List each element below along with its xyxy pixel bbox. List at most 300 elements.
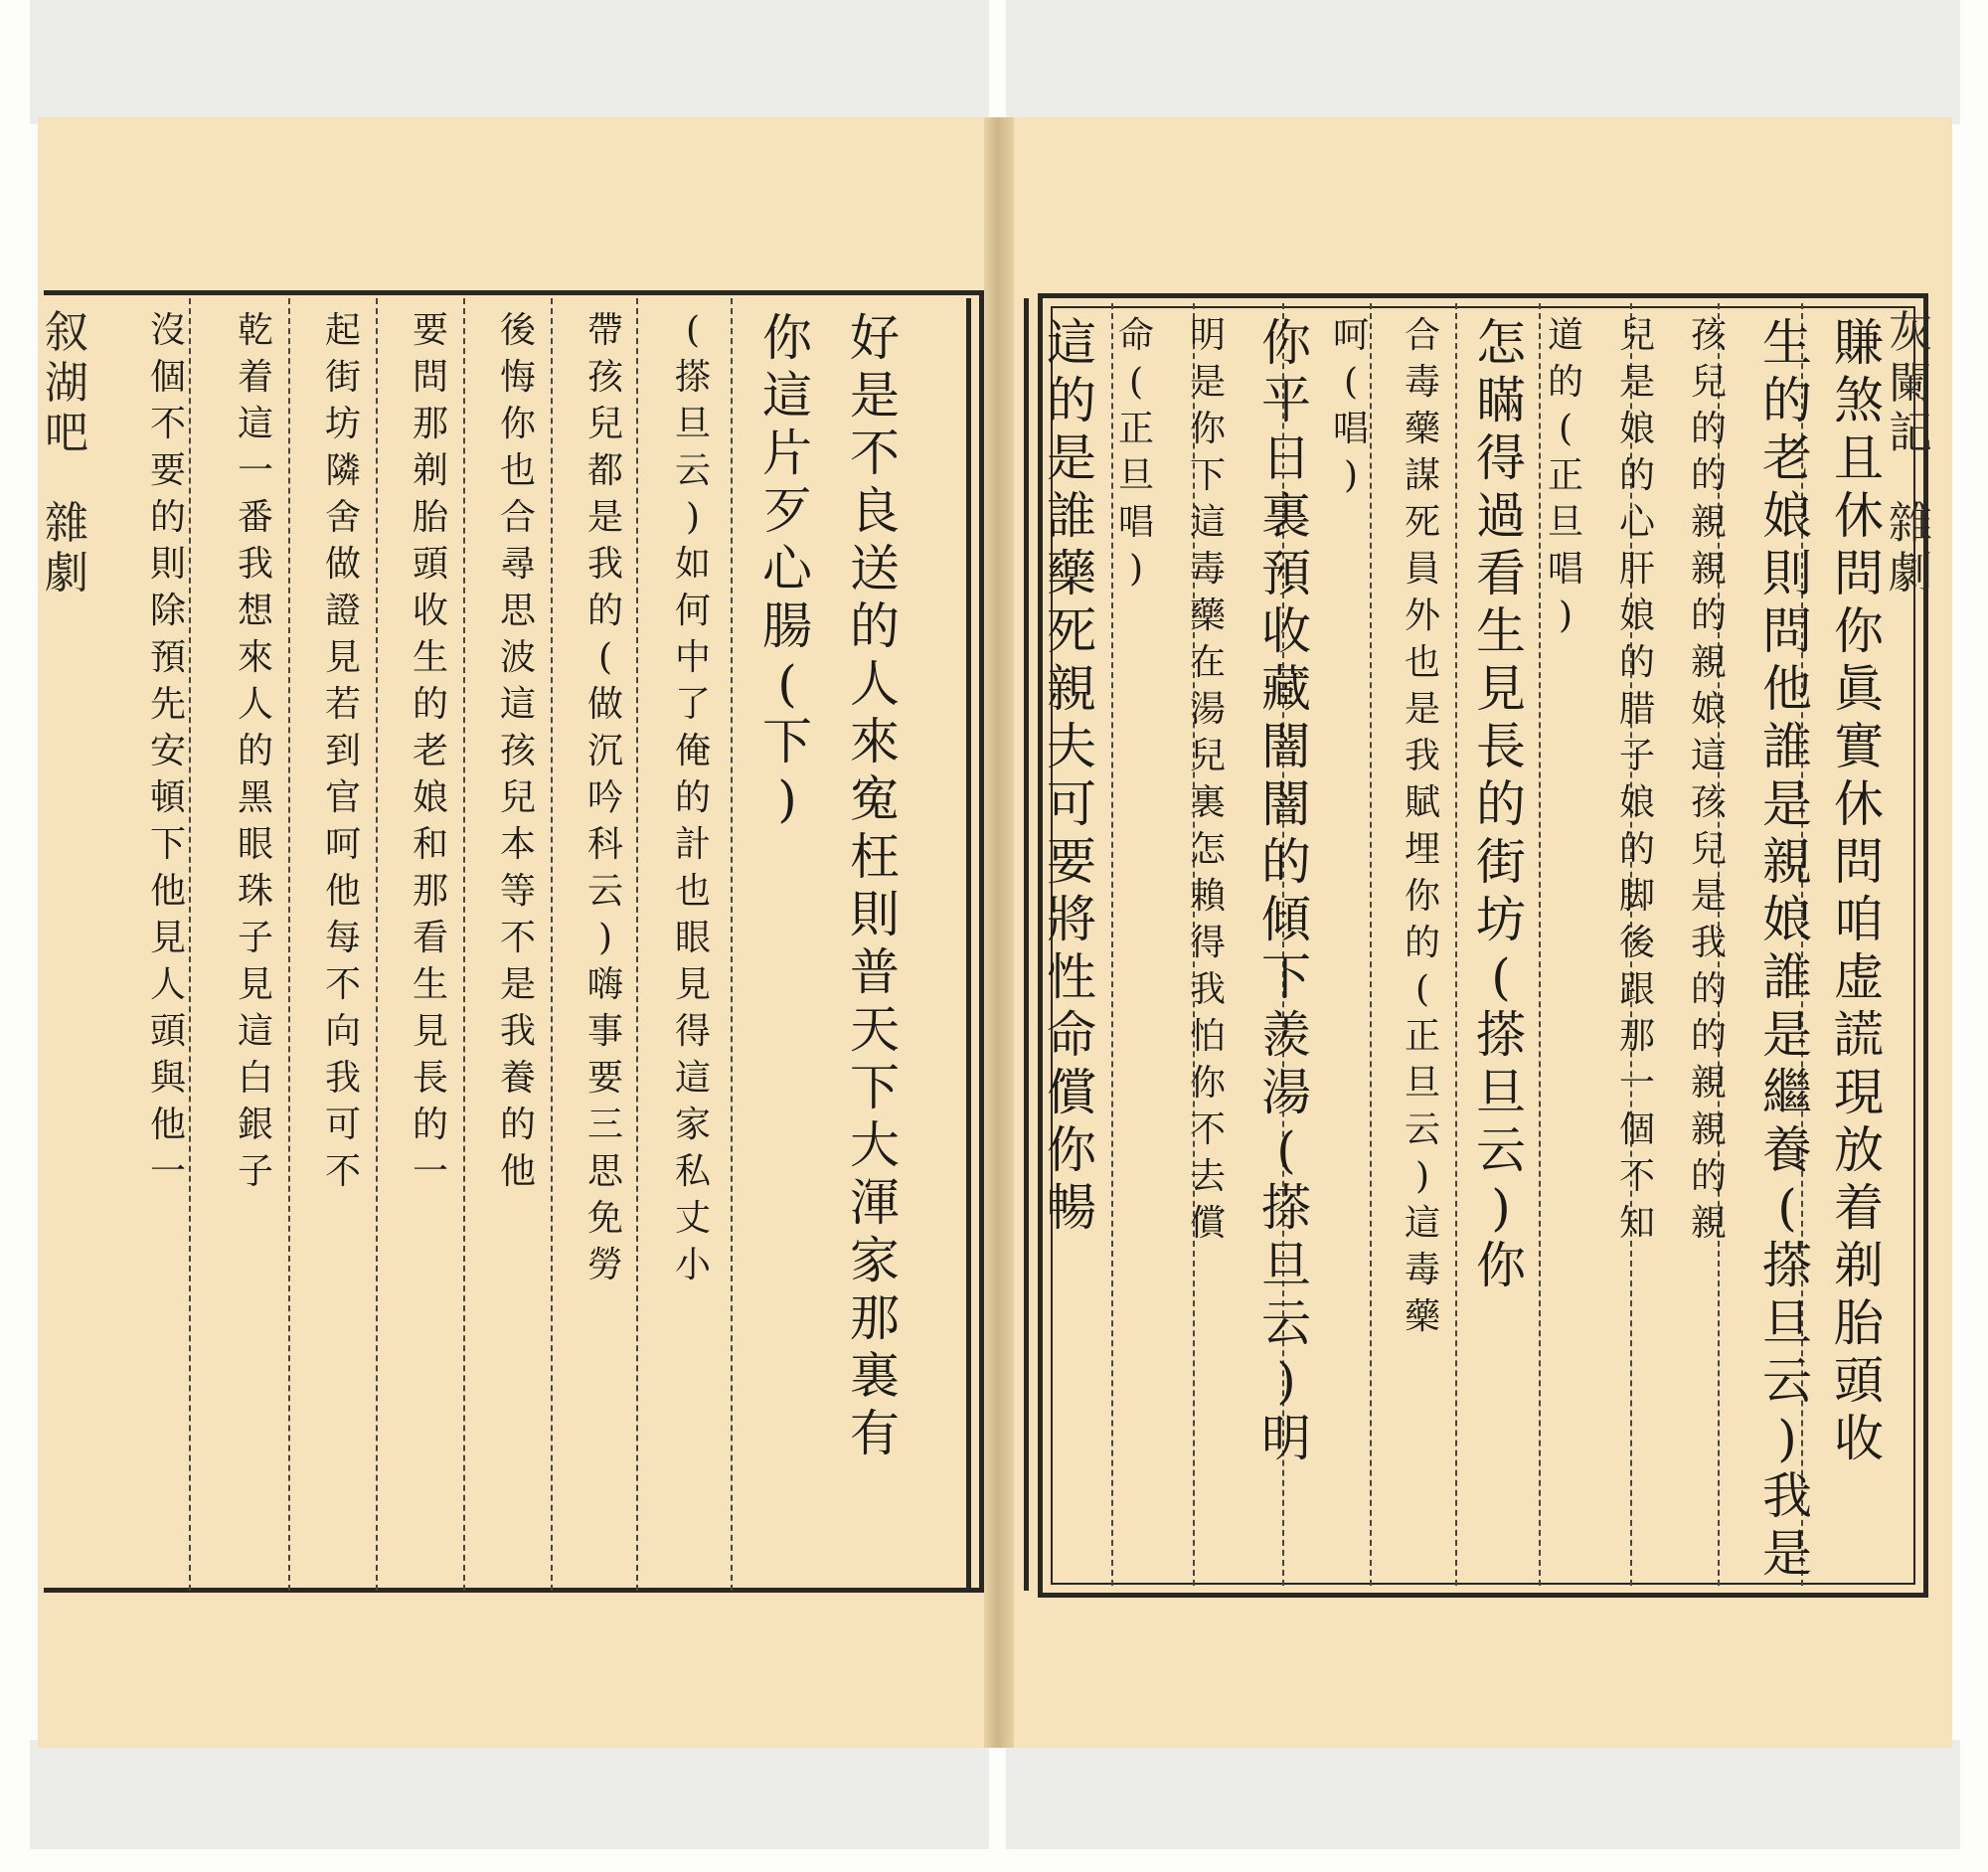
glyph: 你 (1404, 876, 1440, 917)
glyph: 兒 (1618, 315, 1655, 356)
glyph: 是 (850, 367, 900, 425)
glyph: 事 (586, 1011, 623, 1052)
left-column (320, 310, 366, 1201)
glyph: 我 (499, 1011, 536, 1052)
glyph: 白 (237, 1058, 273, 1099)
glyph: 的 (237, 731, 273, 771)
glyph: 思 (499, 591, 536, 631)
glyph: 現 (1834, 1064, 1884, 1121)
glyph: 他 (324, 871, 361, 912)
glyph: 人 (850, 655, 900, 713)
glyph: 性 (1047, 948, 1096, 1006)
glyph: 長 (412, 1058, 448, 1099)
glyph: 坊 (1476, 891, 1526, 948)
glyph: 後 (1618, 923, 1655, 963)
glyph: 普 (850, 943, 900, 1001)
glyph: 的 (1690, 409, 1727, 449)
glyph: 旦 (1117, 455, 1154, 496)
glyph: 生 (1476, 602, 1526, 660)
glyph: 一 (412, 1151, 448, 1192)
glyph: 如 (674, 544, 711, 585)
glyph: 心 (1618, 502, 1655, 543)
glyph: 娘 (1690, 689, 1727, 730)
glyph: 湯 (1189, 689, 1226, 730)
glyph: 的 (586, 591, 623, 631)
glyph: 云 (1476, 1121, 1526, 1179)
glyph: 證 (324, 591, 361, 631)
glyph: 見 (674, 964, 711, 1005)
glyph: 則 (1762, 545, 1812, 602)
glyph: 呵 (324, 824, 361, 865)
glyph: 到 (324, 731, 361, 771)
glyph: 你 (1476, 1237, 1526, 1294)
glyph: 謊 (1834, 1006, 1884, 1064)
column-rule (288, 298, 290, 1591)
glyph: 正 (1547, 455, 1583, 496)
glyph: 你 (499, 404, 536, 444)
glyph: 虚 (1834, 948, 1884, 1006)
glyph: 不 (850, 425, 900, 482)
glyph: 親 (1690, 1203, 1727, 1244)
glyph: 云 (1762, 1352, 1812, 1410)
glyph: 可 (1047, 775, 1096, 833)
glyph: 兒 (1690, 829, 1727, 870)
glyph: 親 (1690, 1063, 1727, 1104)
glyph: 他 (149, 871, 186, 912)
right-page-top-edge (1006, 0, 1960, 124)
glyph: 收 (412, 591, 448, 631)
right-column (1543, 315, 1588, 645)
glyph: 孩 (586, 357, 623, 398)
glyph: 得 (1476, 429, 1526, 487)
glyph: 誰 (1762, 948, 1812, 1006)
glyph: 親 (1047, 660, 1096, 718)
glyph: 眼 (674, 918, 711, 958)
left-column (582, 310, 628, 1294)
glyph: 小 (674, 1245, 711, 1285)
right-column (1829, 314, 1889, 1471)
glyph: 毒 (1189, 549, 1226, 590)
glyph: 胎 (1834, 1294, 1884, 1352)
glyph: 過 (1476, 487, 1526, 545)
right-column (1400, 315, 1445, 1346)
glyph: 想 (237, 591, 273, 631)
glyph: 見 (324, 637, 361, 678)
glyph: 也 (1404, 642, 1440, 683)
left-banxin-title: 叙 湖 吧 雜 劇 (45, 307, 88, 599)
glyph: ( (685, 310, 701, 351)
glyph: 是 (1762, 775, 1812, 833)
glyph: 我 (1404, 736, 1440, 776)
book-gutter (984, 117, 1014, 1748)
glyph: 悔 (499, 357, 536, 398)
glyph: 歹 (762, 482, 812, 540)
glyph: 親 (1762, 833, 1812, 891)
left-column (670, 310, 716, 1294)
glyph: 云 (1404, 1109, 1440, 1150)
glyph: 家 (674, 1105, 711, 1145)
glyph: 娘 (1618, 596, 1655, 636)
glyph: 見 (1476, 660, 1526, 718)
glyph: 藥 (1189, 596, 1226, 636)
glyph: 着 (1834, 1179, 1884, 1237)
glyph: 個 (1618, 1109, 1655, 1150)
left-column (845, 309, 905, 1466)
glyph: 藥 (1404, 409, 1440, 449)
glyph: ) (1128, 549, 1144, 590)
glyph: 誰 (1047, 487, 1096, 545)
glyph: 得 (1189, 923, 1226, 963)
right-column (1042, 314, 1101, 1241)
glyph: 頭 (1834, 1352, 1884, 1410)
banxin-fishtail-line (1024, 298, 1029, 1591)
glyph: 我 (324, 1058, 361, 1099)
glyph: 舍 (324, 497, 361, 538)
glyph: 的 (1618, 829, 1655, 870)
glyph: 向 (324, 1011, 361, 1052)
glyph: 這 (1189, 502, 1226, 543)
glyph: 日 (1261, 429, 1311, 487)
glyph: 的 (1690, 1156, 1727, 1197)
glyph: 個 (149, 357, 186, 398)
glyph: 來 (237, 637, 273, 678)
glyph: 嗨 (586, 964, 623, 1005)
glyph: 收 (1261, 602, 1311, 660)
glyph: 我 (237, 544, 273, 585)
glyph: 問 (1834, 833, 1884, 891)
glyph: 腊 (1618, 689, 1655, 730)
glyph: 他 (149, 1105, 186, 1145)
glyph: 子 (237, 918, 273, 958)
glyph: 這 (499, 684, 536, 725)
glyph: 珠 (237, 871, 273, 912)
glyph: 寃 (850, 770, 900, 828)
glyph: 毒 (1404, 1250, 1440, 1290)
glyph: 渾 (850, 1174, 900, 1232)
glyph: 這 (1404, 1203, 1440, 1244)
glyph: 合 (1404, 315, 1440, 356)
glyph: 要 (1047, 833, 1096, 891)
glyph: 養 (1762, 1121, 1812, 1179)
glyph: 是 (1189, 362, 1226, 403)
glyph: 裏 (1261, 487, 1311, 545)
glyph: ) (1777, 1410, 1797, 1467)
left-column (757, 309, 817, 832)
glyph: 去 (1189, 1156, 1226, 1197)
glyph: ) (1414, 1156, 1430, 1197)
glyph: 娘 (1618, 409, 1655, 449)
glyph: 你 (1834, 602, 1884, 660)
glyph: 賴 (1189, 876, 1226, 917)
glyph: 人 (149, 964, 186, 1005)
glyph: 我 (1762, 1467, 1812, 1525)
glyph: 的 (1618, 642, 1655, 683)
glyph: 尋 (499, 544, 536, 585)
glyph: 送 (850, 540, 900, 597)
glyph: 的 (1404, 923, 1440, 963)
glyph: 見 (237, 964, 273, 1005)
glyph: 暢 (1047, 1179, 1096, 1237)
glyph: 親 (1690, 642, 1727, 683)
glyph: 搽 (1762, 1237, 1812, 1294)
glyph: 來 (850, 713, 900, 770)
glyph: 夫 (1047, 718, 1096, 775)
glyph: 預 (149, 637, 186, 678)
glyph: 那 (412, 404, 448, 444)
glyph: 你 (1261, 314, 1311, 372)
glyph: 明 (1261, 1410, 1311, 1467)
left-column (495, 310, 541, 1201)
right-column (1185, 315, 1231, 1253)
glyph: 兒 (1690, 362, 1727, 403)
glyph: 波 (499, 637, 536, 678)
glyph: 孩 (499, 731, 536, 771)
glyph: 湯 (1261, 1064, 1311, 1121)
glyph: 起 (324, 310, 361, 351)
glyph: 心 (762, 540, 812, 597)
glyph: 生 (1762, 314, 1812, 372)
glyph: 云 (586, 871, 623, 912)
glyph: 也 (499, 450, 536, 491)
glyph: 旦 (1762, 1294, 1812, 1352)
glyph: 除 (149, 591, 186, 631)
glyph: 親 (1690, 549, 1727, 590)
glyph: 乾 (237, 310, 273, 351)
glyph: ) (1558, 596, 1574, 636)
glyph: 不 (1189, 1109, 1226, 1150)
glyph: 與 (149, 1058, 186, 1099)
glyph: 是 (586, 497, 623, 538)
glyph: 闇 (1261, 775, 1311, 833)
glyph: 的 (1618, 455, 1655, 496)
glyph: 的 (1690, 969, 1727, 1010)
glyph: 私 (674, 1151, 711, 1192)
glyph: 剃 (1834, 1237, 1884, 1294)
glyph: 本 (499, 824, 536, 865)
glyph: 問 (1762, 602, 1812, 660)
glyph: 將 (1047, 891, 1096, 948)
glyph: 思 (586, 1151, 623, 1192)
glyph: 頭 (149, 1011, 186, 1052)
glyph: 藥 (1047, 545, 1096, 602)
glyph: 的 (499, 1105, 536, 1145)
glyph: 片 (762, 425, 812, 482)
glyph: 旦 (674, 404, 711, 444)
glyph: 何 (674, 591, 711, 631)
glyph: 老 (1762, 429, 1812, 487)
column-rule (1455, 303, 1457, 1586)
glyph: ( (597, 637, 613, 678)
glyph: 中 (674, 637, 711, 678)
right-column (1471, 314, 1531, 1298)
glyph: 俺 (674, 731, 711, 771)
glyph: 下 (149, 824, 186, 865)
glyph: 我 (1690, 923, 1727, 963)
glyph: ( (1491, 948, 1511, 1006)
right-column (1686, 315, 1732, 1253)
glyph: 道 (1547, 315, 1583, 356)
glyph: 頓 (149, 777, 186, 818)
glyph: 這 (1047, 314, 1096, 372)
glyph: 勞 (586, 1245, 623, 1285)
glyph: 不 (1618, 1156, 1655, 1197)
glyph: 娘 (1762, 891, 1812, 948)
glyph: 若 (324, 684, 361, 725)
glyph: 的 (1261, 833, 1311, 891)
glyph: 的 (149, 497, 186, 538)
glyph: 旦 (1476, 1064, 1526, 1121)
glyph: 的 (1762, 372, 1812, 429)
glyph: 科 (586, 824, 623, 865)
glyph: ( (1777, 1179, 1797, 1237)
glyph: 一 (149, 1151, 186, 1192)
glyph: ) (1491, 1179, 1511, 1237)
glyph: 裏 (850, 1347, 900, 1405)
glyph: 可 (324, 1105, 361, 1145)
glyph: ) (1343, 455, 1359, 496)
glyph: 預 (1261, 545, 1311, 602)
glyph: 是 (1690, 876, 1727, 917)
glyph: 傾 (1261, 891, 1311, 948)
glyph: 償 (1189, 1203, 1226, 1244)
glyph: 這 (1690, 736, 1727, 776)
column-rule (636, 298, 638, 1591)
glyph: 也 (674, 871, 711, 912)
glyph: 他 (1762, 660, 1812, 718)
glyph: 眞 (1834, 660, 1884, 718)
left-column (408, 310, 453, 1201)
column-rule (731, 298, 733, 1591)
glyph: 一 (237, 450, 273, 491)
glyph: 娘 (1618, 782, 1655, 823)
glyph: 謀 (1404, 455, 1440, 496)
glyph: 他 (499, 1151, 536, 1192)
glyph: 的 (674, 777, 711, 818)
glyph: 好 (850, 309, 900, 367)
glyph: 闇 (1261, 718, 1311, 775)
glyph: 是 (1047, 429, 1096, 487)
glyph: 死 (1047, 602, 1096, 660)
glyph: 藏 (1261, 660, 1311, 718)
glyph: 賺 (1834, 314, 1884, 372)
glyph: 番 (237, 497, 273, 538)
glyph: 我 (1189, 969, 1226, 1010)
glyph: 三 (586, 1105, 623, 1145)
glyph: 免 (586, 1198, 623, 1239)
glyph: 命 (1047, 1006, 1096, 1064)
left-column (233, 310, 278, 1201)
column-rule (376, 298, 378, 1591)
glyph: 大 (850, 1116, 900, 1174)
glyph: 是 (1618, 362, 1655, 403)
glyph: 丈 (674, 1198, 711, 1239)
glyph: 先 (149, 684, 186, 725)
glyph: 的 (412, 1105, 448, 1145)
glyph: 你 (762, 309, 812, 367)
glyph: 搽 (1476, 1006, 1526, 1064)
glyph: 你 (1047, 1121, 1096, 1179)
glyph: 長 (1476, 718, 1526, 775)
glyph: 看 (1476, 545, 1526, 602)
glyph: 怕 (1189, 1016, 1226, 1057)
glyph: 毒 (1404, 362, 1440, 403)
glyph: 下 (1261, 948, 1311, 1006)
right-page-bottom-edge (1006, 1740, 1960, 1849)
glyph: 兒 (1189, 736, 1226, 776)
glyph: 的 (412, 684, 448, 725)
glyph: 繼 (1762, 1064, 1812, 1121)
glyph: 養 (499, 1058, 536, 1099)
glyph: 肝 (1618, 549, 1655, 590)
glyph: 吟 (586, 777, 623, 818)
glyph: 云 (1261, 1294, 1311, 1352)
glyph: 孩 (1690, 782, 1727, 823)
glyph: 那 (1618, 1016, 1655, 1057)
glyph: 的 (1547, 362, 1583, 403)
glyph: 不 (324, 1151, 361, 1192)
glyph: 且 (1834, 429, 1884, 487)
glyph: 問 (1834, 545, 1884, 602)
glyph: ( (1558, 409, 1574, 449)
glyph: 在 (1189, 642, 1226, 683)
glyph: 羨 (1261, 1006, 1311, 1064)
glyph: ( (1343, 362, 1359, 403)
glyph: 枉 (850, 828, 900, 886)
glyph: 帶 (586, 310, 623, 351)
glyph: ( (777, 655, 797, 713)
glyph: 償 (1047, 1064, 1096, 1121)
glyph: 平 (1261, 372, 1311, 429)
glyph: 腸 (762, 597, 812, 655)
glyph: 裏 (1189, 782, 1226, 823)
glyph: 一 (1618, 1063, 1655, 1104)
glyph: 計 (674, 824, 711, 865)
glyph: 煞 (1834, 372, 1884, 429)
glyph: 旦 (1261, 1237, 1311, 1294)
glyph: 休 (1834, 487, 1884, 545)
glyph: 正 (1117, 409, 1154, 449)
right-column (1328, 315, 1374, 505)
glyph: 着 (237, 357, 273, 398)
glyph: 命 (1117, 315, 1154, 356)
glyph: 和 (412, 824, 448, 865)
glyph: 正 (1404, 1016, 1440, 1057)
glyph: 都 (586, 450, 623, 491)
glyph: 唱 (1117, 502, 1154, 543)
right-column (1757, 314, 1817, 1587)
glyph: 的 (1690, 1016, 1727, 1057)
glyph: 跟 (1618, 969, 1655, 1010)
banxin-fishtail-line (966, 298, 971, 1591)
glyph: 下 (1189, 455, 1226, 496)
glyph: 每 (324, 918, 361, 958)
left-page-bottom-edge (30, 1740, 989, 1849)
glyph: 怎 (1476, 314, 1526, 372)
glyph: 唱 (1547, 549, 1583, 590)
glyph: 是 (1762, 1006, 1812, 1064)
glyph: 合 (499, 497, 536, 538)
glyph: 員 (1404, 549, 1440, 590)
glyph: 放 (1834, 1121, 1884, 1179)
glyph: 親 (1690, 1109, 1727, 1150)
glyph: 誰 (1762, 718, 1812, 775)
glyph: 後 (499, 310, 536, 351)
glyph: 眼 (237, 824, 273, 865)
glyph: ) (685, 497, 701, 538)
glyph: 天 (850, 1001, 900, 1059)
glyph: 子 (237, 1151, 273, 1192)
glyph: 老 (412, 731, 448, 771)
